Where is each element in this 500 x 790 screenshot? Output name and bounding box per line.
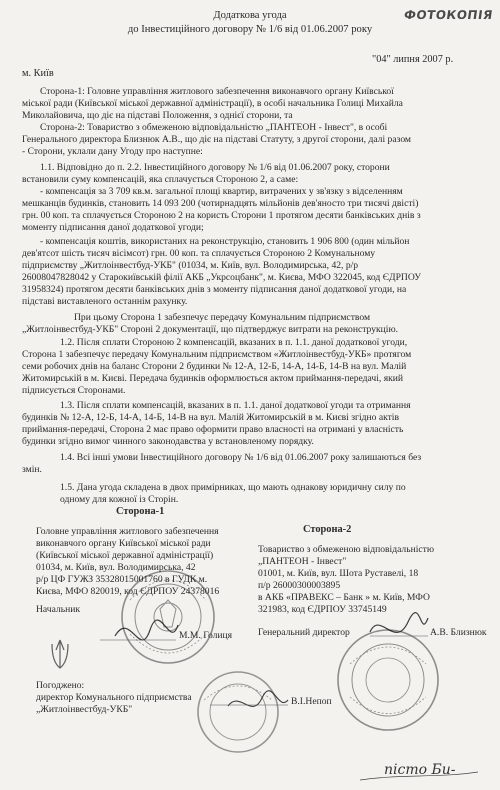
party1-details-line: виконавчого органу Київської міської ради <box>36 538 211 549</box>
body-text-line: Житомирській в м. Києві. Передача будинків оформлюється актом приймання-передачі, який <box>22 373 404 384</box>
body-text-line: 31958324) протягом десяти банківських днів з моменту підписання даної додаткової угоди, на <box>22 284 407 295</box>
body-text-line: змін. <box>22 464 42 475</box>
body-text-line: Сторона 1 забезпечує передачу Комунальним підприємством «Житлоінвестбуд-УКБ» протягом <box>22 349 412 360</box>
approval-signer: В.І.Непоп <box>291 696 332 707</box>
party1-details-line: (Київської міської державної адміністрації) <box>36 550 214 561</box>
body-text-line: грн. 00 коп. та сплачується Стороною 2 на користь Сторони 1 протягом десяти банківських днів з <box>22 210 421 221</box>
party1-role: Начальник <box>36 604 81 615</box>
body-text-line: одному для кожної із Сторін. <box>60 494 179 505</box>
party2-title: Сторона-2 <box>303 524 352 535</box>
body-text-line: 1.2. Після сплати Стороною 2 компенсацій, вказаних в п. 1.1. даної додаткової угоди, <box>60 337 408 348</box>
body-text-line: підставі виставленого останнім рахунку. <box>22 296 188 307</box>
body-text-line: Генерального директора Близнюк А.В., що діє на підставі Статуту, з другої сторони, далі разом <box>22 134 411 145</box>
body-text-line: „Житлоінвестбуд-УКБ" Стороні 2 документації, що підтверджує витрати на реконструкцію. <box>22 324 399 335</box>
approval-organization: „Житлоінвестбуд-УКБ" <box>36 704 133 715</box>
coat-of-arms-emblem <box>52 640 68 668</box>
body-text-line: 1.5. Дана угода складена в двох примірниках, що мають однакову юридичну силу по <box>60 482 406 493</box>
party1-details-line: Головне управління житлового забезпечення <box>36 526 219 537</box>
body-text-line: семи робочих днів на баланс Сторони 2 будинки № 12-А, 12-Б, 14-А, 14-Б, 14-В на вул. Малій <box>22 361 407 372</box>
approval-label: Погоджено: <box>36 680 85 691</box>
body-text-line: будинків № 12-А, 12-Б, 14-А, 14-Б, 14-В на вул. Малій Житомирській в м. Києві згідно актів <box>22 412 400 423</box>
party1-details-line: р/р ЦФ ГУЖЗ 35328015001760 в ГУДК м. <box>36 574 208 585</box>
party2-signer: А.В. Близнюк <box>430 627 487 638</box>
agreement-title: Додаткова угода <box>213 10 287 21</box>
round-seal-left <box>122 571 214 663</box>
party2-details-line: „ПАНТЕОН - Інвест" <box>258 556 347 567</box>
party1-title: Сторона-1 <box>116 506 165 517</box>
body-text-line: моменту підписання даної додаткової угоди; <box>22 222 204 233</box>
party2-details-line: п/р 26000300003895 <box>258 580 341 591</box>
document-city: м. Київ <box>22 68 54 79</box>
party2-details-line: Товариство з обмеженою відповідальністю <box>258 544 435 555</box>
body-text-line: дев'ятсот шість тисяч вісімсот) грн. 00 коп. та сплачується Стороною 2 Комунальному <box>22 248 376 259</box>
round-seal-bottom <box>198 672 278 752</box>
body-text-line: 1.4. Всі інші умови Інвестиційного договору № 1/6 від 01.06.2007 року залишаються без <box>60 452 422 463</box>
body-text-line: - компенсація за 3 709 кв.м. загальної площі квартир, витрачених у зв'язку з відселенням <box>40 186 403 197</box>
body-text-line: 26008047828042 у Старокиївській філії АКБ „Укрсоцбанк", м. Києва, МФО 322045, код ЄДРПОУ <box>22 272 422 283</box>
body-text-line: - Сторони, уклали дану Угоду про наступне: <box>22 146 203 157</box>
body-text-line: 1.3. Після сплати компенсацій, вказаних в п. 1.1. даної додаткової угоди та отримання <box>60 400 411 411</box>
photocopy-stamp: ФОТОКОПІЯ <box>403 8 494 22</box>
body-text-line: будинки згідно вимог чинного законодавства у встановленому порядку. <box>22 436 314 447</box>
party2-details-line: в АКБ «ПРАВЕКС – Банк » м. Київ, МФО <box>258 592 430 603</box>
party2-details-line: 01001, м. Київ, вул. Шота Руставелі, 18 <box>258 568 419 579</box>
body-text-line: приймання-передачі, Сторона 2 має право оформити право власності на отримані у власність <box>22 424 404 435</box>
party2-role: Генеральний директор <box>258 627 350 638</box>
party2-details-line: 321983, код ЄДРПОУ 33745149 <box>258 604 387 615</box>
party1-signer: М.М. Голиця <box>179 630 233 641</box>
document-date: "04" липня 2007 р. <box>372 54 454 65</box>
agreement-subtitle: до Інвестиційного договору № 1/6 від 01.06.2007 року <box>127 24 373 35</box>
signature-party2 <box>370 613 428 633</box>
body-text-line: міської ради (Київської міської державної адміністрації), в особі начальника Голиці Михайла <box>22 98 403 109</box>
body-text-line: При цьому Сторона 1 забезпечує передачу Комунальним підприємством <box>74 312 371 323</box>
body-text-line: 1.1. Відповідно до п. 2.2. Інвестиційного договору № 1/6 від 01.06.2007 року, сторони <box>40 162 390 173</box>
body-text-line: мешканців будинків, становить 14 093 200 (чотирнадцять мільйонів дев'яносто три тисячі двісті) <box>22 198 419 209</box>
round-seal-right <box>338 630 438 730</box>
party1-details-line: Києва, МФО 820019, код ЄДРПОУ 24378016 <box>36 586 220 597</box>
approval-position: директор Комунального підприємства <box>36 692 192 703</box>
body-text-line: Миколайовича, що діє на підставі Положення, з однієї сторони, та <box>22 110 293 121</box>
handwritten-note: пісто Бu- <box>384 762 456 778</box>
body-text-line: Сторона-2: Товариство з обмеженою відповідальністю „ПАНТЕОН - Інвест", в особі <box>40 122 388 133</box>
body-text-line: підприємству „Житлоінвестбуд-УКБ" (01034, м. Київ, вул. Володимирська, 42, р/р <box>22 260 359 271</box>
body-text-line: Сторона-1: Головне управління житлового забезпечення виконавчого органу Київської <box>40 86 394 97</box>
body-text-line: - компенсація коштів, використаних на реконструкцію, становить 1 906 800 (один мільйон <box>40 236 410 247</box>
body-text-line: встановили суму компенсацій, яка сплачується Стороною 2, а саме: <box>22 174 299 185</box>
body-text-line: підписується Сторонами. <box>22 385 126 396</box>
party1-details-line: 01034, м. Київ, вул. Володимирська, 42 <box>36 562 196 573</box>
